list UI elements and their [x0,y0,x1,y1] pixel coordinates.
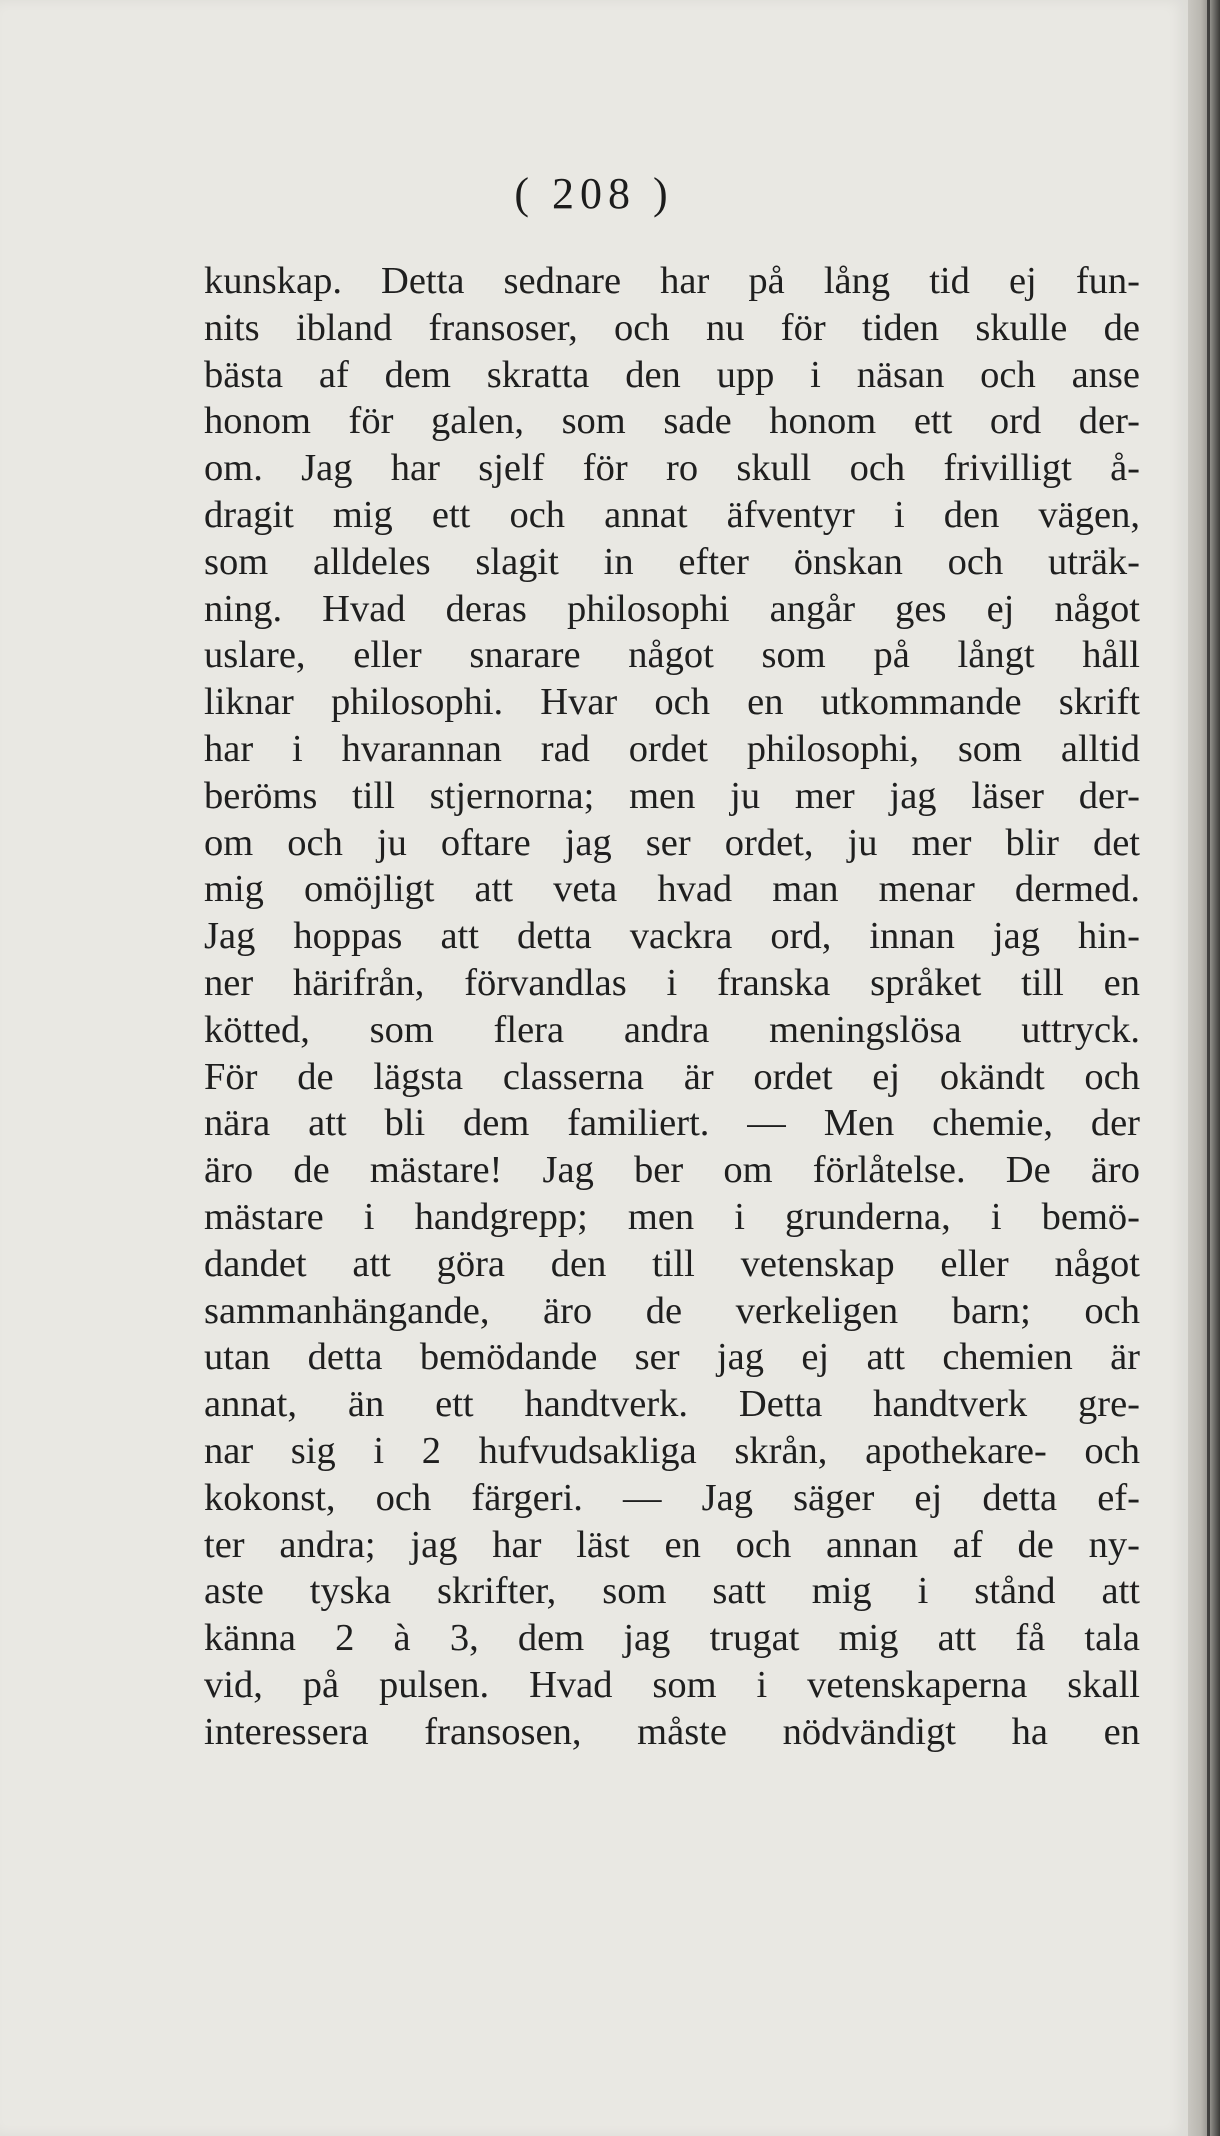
text-line: mästare i handgrepp; men i grunderna, i bemö- [204,1195,1140,1238]
text-line: vid, på pulsen. Hvad som i vetenskaperna skall [204,1663,1140,1706]
text-line: liknar philosophi. Hvar och en utkommande skrift [204,681,1140,724]
binding-shadow [1207,0,1210,2136]
text-line: honom för galen, som sade honom ett ord der- [204,400,1140,443]
text-line: nar sig i 2 hufvudsakliga skrån, apothekare- och [204,1429,1140,1472]
text-line: ter andra; jag har läst en och annan af de ny- [204,1523,1140,1566]
text-line: För de lägsta classerna är ordet ej okändt och [204,1055,1140,1098]
text-line: ning. Hvad deras philosophi angår ges ej något [204,587,1140,630]
text-line: kötted, som flera andra meningslösa uttryck. [204,1008,1140,1051]
text-line: kokonst, och färgeri. — Jag säger ej detta ef- [204,1476,1140,1519]
text-line: beröms till stjernorna; men ju mer jag läser der- [204,774,1140,817]
text-line: ner härifrån, förvandlas i franska språket till en [204,961,1140,1004]
text-line: utan detta bemödande ser jag ej att chemien är [204,1336,1140,1379]
text-line: sammanhängande, äro de verkeligen barn; och [204,1289,1140,1332]
text-line: kunskap. Detta sednare har på lång tid ej fun- [204,260,1140,302]
text-line: nära att bli dem familiert. — Men chemie, der [204,1102,1140,1145]
text-line: nits ibland fransoser, och nu för tiden skulle de [204,306,1140,349]
text-line: känna 2 à 3, dem jag trugat mig att få tala [204,1617,1140,1660]
page-number: ( 208 ) [514,169,674,218]
text-line: äro de mästare! Jag ber om förlåtelse. De äro [204,1149,1140,1192]
text-line: bästa af dem skratta den upp i näsan och anse [204,353,1140,396]
text-line: interessera fransosen, måste nödvändigt ha en [204,1710,1140,1753]
text-line: dandet att göra den till vetenskap eller något [204,1242,1140,1285]
text-line: aste tyska skrifter, som satt mig i stånd att [204,1570,1140,1613]
body-text [204,258,1140,1756]
text-line: Jag hoppas att detta vackra ord, innan jag hin- [204,915,1140,958]
text-line: om och ju oftare jag ser ordet, ju mer blir det [204,821,1140,864]
text-line: uslare, eller snarare något som på långt håll [204,634,1140,677]
page-edge [1188,0,1220,2136]
text-line: mig omöjligt att veta hvad man menar dermed. [204,868,1140,911]
text-line: har i hvarannan rad ordet philosophi, som alltid [204,727,1140,770]
text-line: dragit mig ett och annat äfventyr i den vägen, [204,493,1140,536]
text-line: annat, än ett handtverk. Detta handtverk gre- [204,1383,1140,1426]
text-line: om. Jag har sjelf för ro skull och frivilligt å- [204,447,1140,490]
text-line: som alldeles slagit in efter önskan och uträk- [204,540,1140,583]
